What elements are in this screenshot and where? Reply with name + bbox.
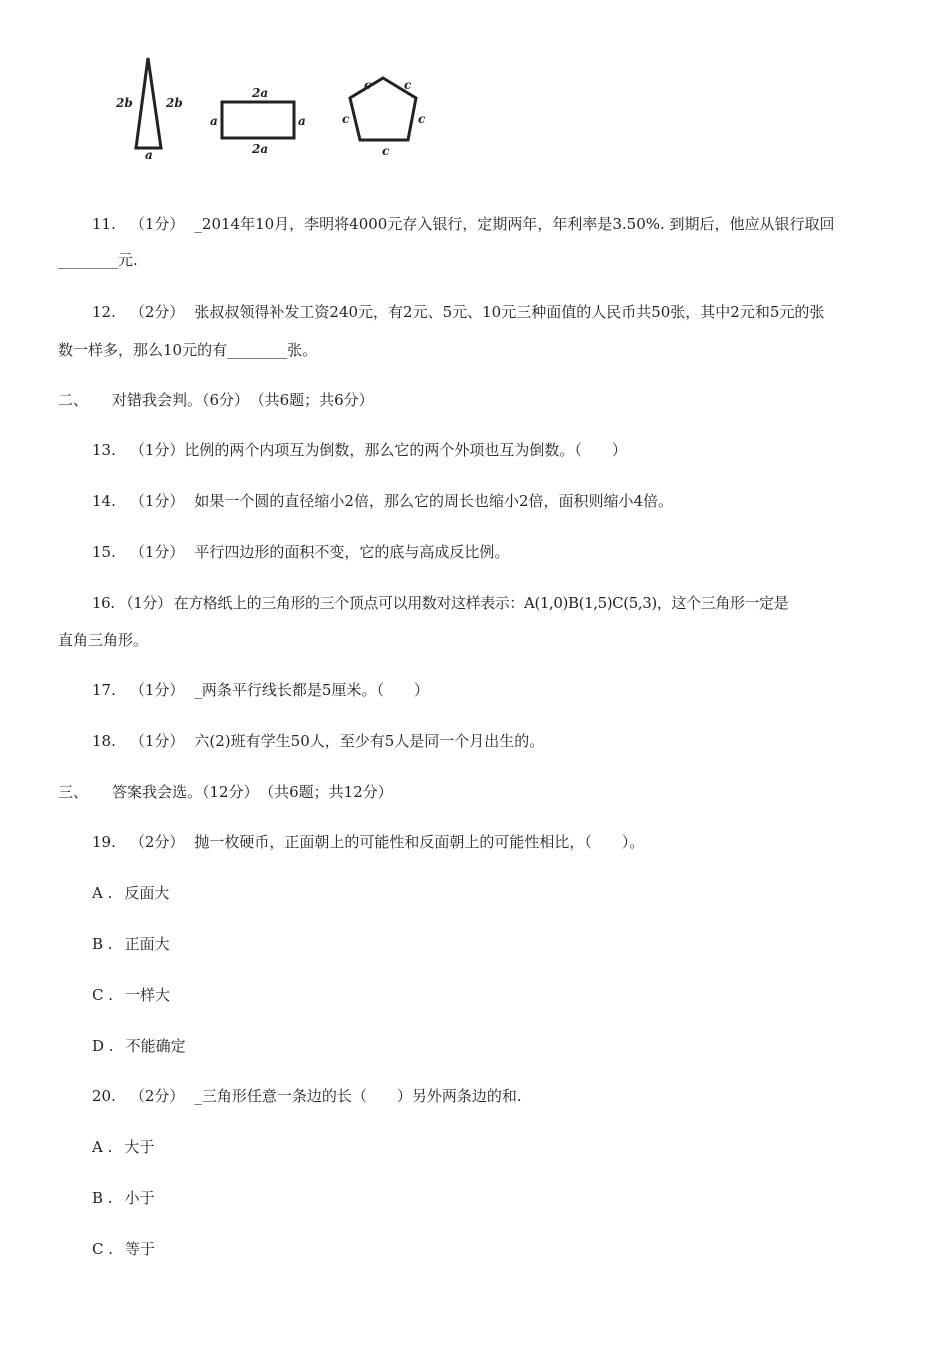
section-number: 二、 — [58, 391, 89, 409]
question-16 — [92, 593, 788, 613]
question-text: 在方格纸上的三角形的三个顶点可以用数对这样表示：A(1,0)B(1,5)C(5,3)，这个三角形一定是 — [173, 594, 789, 612]
triangle-label-right: 2b — [166, 96, 183, 110]
option-key: A . — [92, 1138, 113, 1156]
question-number: 14. — [92, 492, 116, 510]
question-12 — [92, 302, 824, 322]
option-key: B . — [92, 935, 113, 953]
question-15 — [92, 542, 509, 562]
section-3-heading — [58, 782, 393, 802]
question-text: 平行四边形的面积不变，它的底与高成反比例。 — [194, 543, 510, 561]
question-text: _三角形任意一条边的长（ ）另外两条边的和. — [194, 1087, 522, 1105]
section-title: 答案我会选。（12分） — [112, 783, 259, 801]
option-key: B . — [92, 1189, 113, 1207]
question-13 — [92, 440, 627, 460]
option-text: 正面大 — [124, 935, 170, 953]
pentagon-label-right: c — [418, 112, 426, 126]
option-text: 等于 — [125, 1240, 156, 1258]
question-19 — [92, 832, 644, 852]
section-2-heading — [58, 390, 374, 410]
question-18 — [92, 731, 544, 751]
triangle-label-base: a — [145, 148, 153, 162]
question-score: （2分） — [129, 303, 185, 321]
pentagon-label-top-right: c — [404, 78, 412, 92]
question-number: 13. — [92, 441, 116, 459]
question-text: _2014年10月，李明将4000元存入银行，定期两年，年利率是3.50%. 到期后，他应从银行取回 — [194, 215, 835, 233]
question-text: _两条平行线长都是5厘米。（ ） — [194, 681, 429, 699]
question-score: （1分） — [129, 732, 185, 750]
question-text: 如果一个圆的直径缩小2倍，那么它的周长也缩小2倍，面积则缩小4倍。 — [194, 492, 674, 510]
option-text: 反面大 — [124, 884, 170, 902]
question-score: （1分） — [129, 215, 185, 233]
question-number: 17. — [92, 681, 116, 699]
question-text: 比例的两个内项互为倒数，那么它的两个外项也互为倒数。（ ） — [184, 441, 627, 459]
option-text: 小于 — [124, 1189, 155, 1207]
section-total: （共6题；共6分） — [257, 391, 374, 409]
question-14 — [92, 491, 673, 511]
option-key: C . — [92, 1240, 114, 1258]
option-key: A . — [92, 884, 113, 902]
question-number: 18. — [92, 732, 116, 750]
rectangle-shape — [220, 102, 300, 142]
question-number: 16. — [92, 594, 115, 612]
question-number: 12. — [92, 303, 116, 321]
question-20 — [92, 1086, 522, 1106]
section-number: 三、 — [58, 783, 89, 801]
option-text: 不能确定 — [125, 1037, 186, 1055]
question-number: 15. — [92, 543, 116, 561]
question-number: 11. — [92, 215, 116, 233]
rectangle-label-left: a — [210, 114, 218, 128]
pentagon-label-left: c — [342, 112, 350, 126]
option-text: 大于 — [124, 1138, 155, 1156]
shapes-figure — [108, 52, 448, 167]
question-17 — [92, 680, 429, 700]
option-c[interactable] — [92, 1239, 155, 1259]
question-score: （1分） — [129, 681, 185, 699]
question-score: （1分） — [118, 594, 172, 612]
question-11-continuation: ________元. — [58, 251, 138, 269]
question-11 — [92, 214, 835, 234]
option-key: C . — [92, 986, 114, 1004]
question-score: （1分） — [129, 492, 185, 510]
option-c[interactable] — [92, 985, 170, 1005]
rectangle-label-bottom: 2a — [252, 142, 269, 156]
question-text: 张叔叔领得补发工资240元，有2元、5元、10元三种面值的人民币共50张，其中2元和5元的张 — [194, 303, 825, 321]
rectangle-label-top: 2a — [252, 86, 269, 100]
option-text: 一样大 — [125, 986, 171, 1004]
question-score: （1分） — [129, 543, 185, 561]
pentagon-label-top-left: c — [364, 78, 372, 92]
question-text: 抛一枚硬币，正面朝上的可能性和反面朝上的可能性相比，（ ）。 — [194, 833, 645, 851]
option-d[interactable] — [92, 1036, 186, 1056]
question-score: （2分） — [129, 1087, 185, 1105]
rectangle-label-right: a — [298, 114, 306, 128]
section-total: （共6题；共12分） — [266, 783, 393, 801]
question-12-continuation: 数一样多，那么10元的有________张。 — [58, 341, 318, 359]
question-number: 20. — [92, 1087, 116, 1105]
question-16-continuation: 直角三角形。 — [58, 631, 149, 649]
option-b[interactable] — [92, 1188, 155, 1208]
section-title: 对错我会判。（6分） — [112, 391, 250, 409]
question-text: 六(2)班有学生50人，至少有5人是同一个月出生的。 — [194, 732, 545, 750]
option-a[interactable] — [92, 1137, 154, 1157]
question-score: （1分） — [129, 441, 185, 459]
pentagon-label-bottom: c — [382, 144, 390, 158]
question-number: 19. — [92, 833, 116, 851]
option-b[interactable] — [92, 934, 170, 954]
triangle-label-left: 2b — [116, 96, 133, 110]
option-key: D . — [92, 1037, 114, 1055]
question-score: （2分） — [129, 833, 185, 851]
option-a[interactable] — [92, 883, 169, 903]
